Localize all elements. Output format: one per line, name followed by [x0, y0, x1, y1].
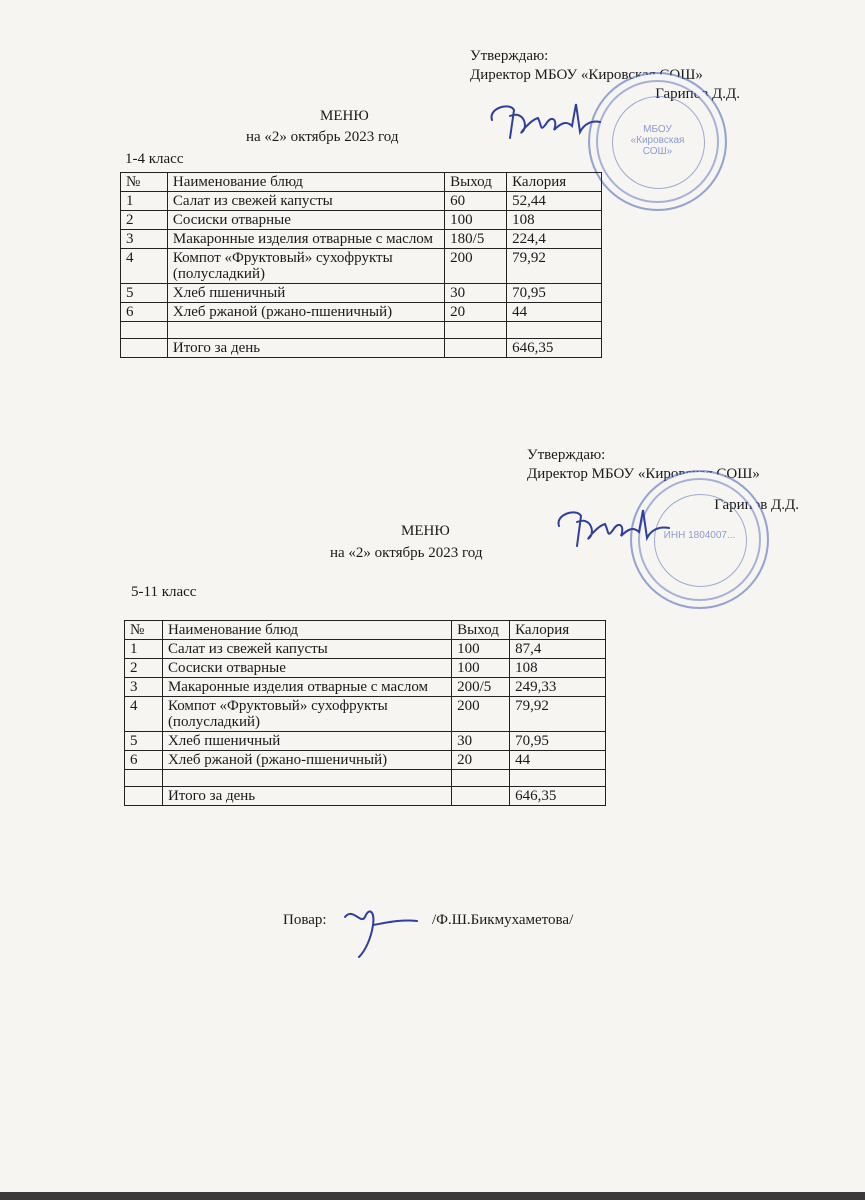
table-row: 1 Салат из свежей капусты 60 52,44 — [121, 192, 602, 211]
header-yield: Выход — [452, 621, 510, 640]
table-row: 3 Макаронные изделия отварные с маслом 180/5 224,4 — [121, 230, 602, 249]
table-row-empty — [121, 322, 602, 339]
menu-table-1 — [120, 172, 602, 358]
table-row: 6 Хлеб ржаной (ржано-пшеничный) 20 44 — [121, 303, 602, 322]
scan-edge — [0, 1192, 865, 1200]
header-dish: Наименование блюд — [167, 173, 444, 192]
table-total-row — [125, 787, 606, 806]
approval-director: Директор МБОУ «Кировская СОШ» — [470, 67, 703, 83]
header-dish: Наименование блюд — [162, 621, 451, 640]
total-value: 646,35 — [507, 339, 602, 358]
cook-name: /Ф.Ш.Бикмухаметова/ — [432, 912, 574, 928]
header-number: № — [121, 173, 168, 192]
menu-title-2: МЕНЮ — [401, 523, 450, 539]
menu-date-2: на «2» октябрь 2023 год — [330, 545, 483, 561]
table-row: 1 Салат из свежей капусты 100 87,4 — [125, 640, 606, 659]
table-row-empty — [125, 770, 606, 787]
approval-director: Директор МБОУ «Кировская СОШ» — [527, 466, 760, 482]
director-signature-2 — [545, 490, 685, 560]
stamp-inn-text: ИНН 1804007... — [663, 530, 736, 541]
table-total-row — [121, 339, 602, 358]
grade-label-2: 5-11 класс — [131, 584, 197, 600]
approval-label: Утверждаю: — [470, 48, 549, 64]
total-value: 646,35 — [510, 787, 606, 806]
stamp-center-text: МБОУ «Кировская СОШ» — [630, 124, 685, 157]
table-row: 2 Сосиски отварные 100 108 — [125, 659, 606, 678]
table-row: 5 Хлеб пшеничный 30 70,95 — [125, 732, 606, 751]
cook-signature — [335, 895, 430, 965]
total-label: Итого за день — [167, 339, 444, 358]
approval-name: Гарипов Д.Д. — [714, 497, 799, 513]
header-number: № — [125, 621, 163, 640]
header-yield: Выход — [445, 173, 507, 192]
cook-label: Повар: — [283, 912, 327, 928]
total-label: Итого за день — [162, 787, 451, 806]
approval-name: Гарипов Д.Д. — [655, 86, 740, 102]
header-calories: Калория — [507, 173, 602, 192]
grade-label-1: 1-4 класс — [125, 151, 184, 167]
header-calories: Калория — [510, 621, 606, 640]
approval-label: Утверждаю: — [527, 447, 606, 463]
table-row: 4 Компот «Фруктовый» сухофрукты (полусладкий) 200 79,92 — [121, 249, 602, 284]
table-header-row — [121, 173, 602, 192]
table-header-row — [125, 621, 606, 640]
menu-title-1: МЕНЮ — [320, 108, 369, 124]
menu-table-2 — [124, 620, 606, 806]
table-row: 6 Хлеб ржаной (ржано-пшеничный) 20 44 — [125, 751, 606, 770]
menu-date-1: на «2» октябрь 2023 год — [246, 129, 399, 145]
director-signature-1 — [480, 80, 620, 150]
table-row: 5 Хлеб пшеничный 30 70,95 — [121, 284, 602, 303]
table-row: 4 Компот «Фруктовый» сухофрукты (полусладкий) 200 79,92 — [125, 697, 606, 732]
table-row: 3 Макаронные изделия отварные с маслом 200/5 249,33 — [125, 678, 606, 697]
table-row: 2 Сосиски отварные 100 108 — [121, 211, 602, 230]
